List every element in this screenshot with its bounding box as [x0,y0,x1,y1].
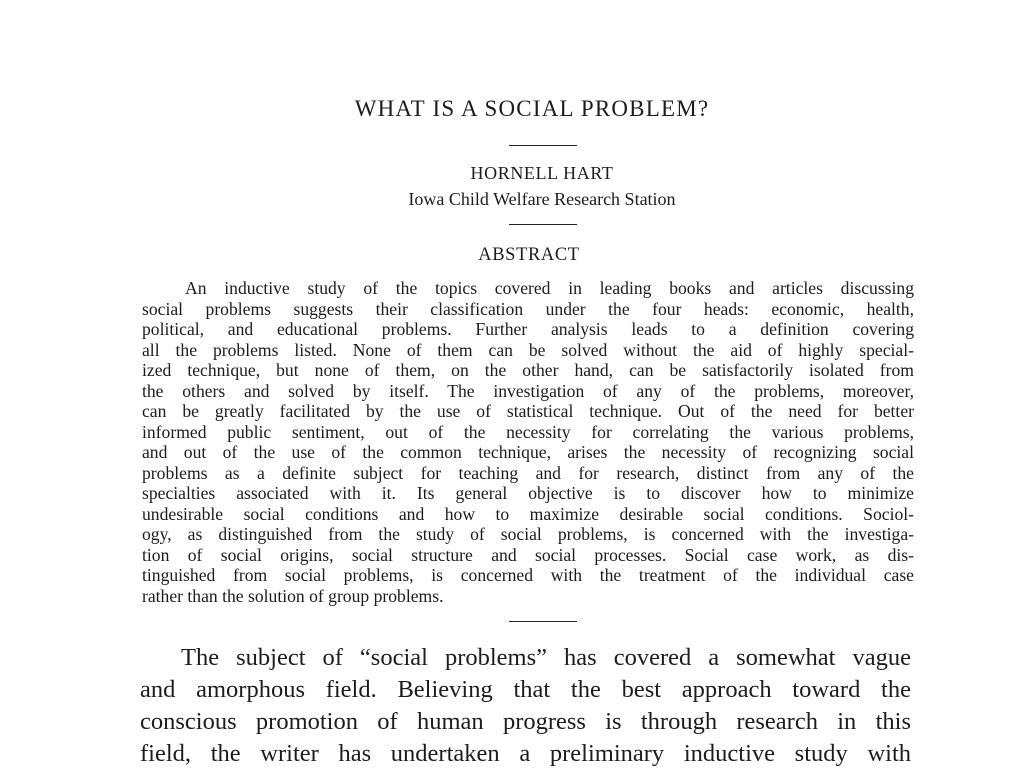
abstract-divider [509,621,577,622]
abstract-line: social problems suggests their classification under the four heads: economic, health, [142,298,914,319]
author-affiliation: Iowa Child Welfare Research Station [408,189,676,209]
abstract-line: all the problems listed. None of them can be solved without the aid of highly special- [142,339,914,360]
abstract-line: An inductive study of the topics covered in leading books and articles discussing [185,278,914,298]
abstract-line: tion of social origins, social structure and social processes. Social case work, as dis- [142,544,914,565]
abstract-line: can be greatly facilitated by the use of statistical technique. Out of the need for better [142,401,914,421]
abstract-line: specialties associated with it. Its general objective is to discover how to minimize [142,483,914,503]
abstract-line: rather than the solution of group problems. [142,585,444,606]
abstract-line: the others and solved by itself. The investigation of any of the problems, moreover, [142,380,914,401]
abstract-line: and out of the use of the common technique, arises the necessity of recognizing social [142,442,914,462]
abstract-line: political, and educational problems. Further analysis leads to a definition covering [142,319,914,339]
body-paragraph [140,642,911,770]
author-name: HORNELL HART [470,163,614,183]
abstract-line: undesirable social conditions and how to maximize desirable social conditions. Sociol- [142,503,914,524]
abstract-line: problems as a definite subject for teaching and for research, distinct from any of the [142,462,914,483]
body-line: and amorphous field. Believing that the best approach toward the [140,676,911,703]
abstract-heading: ABSTRACT [478,245,580,265]
abstract-line: ized technique, but none of them, on the other hand, can be satisfactorily isolated from [142,360,914,380]
abstract-line: informed public sentiment, out of the necessity for correlating the various problems, [142,421,914,442]
body-line: The subject of “social problems” has covered a somewhat vague [181,644,911,671]
title-divider [509,145,577,146]
body-line: field, the writer has undertaken a preliminary inductive study with [140,740,911,767]
abstract-line: tinguished from social problems, is concerned with the treatment of the individual case [142,565,914,585]
abstract-text [142,278,914,606]
author-divider [509,224,577,225]
abstract-line: ogy, as distinguished from the study of social problems, is concerned with the investiga- [142,524,914,544]
body-line: conscious promotion of human progress is through research in this [140,708,911,735]
article-title: WHAT IS A SOCIAL PROBLEM? [354,96,710,121]
